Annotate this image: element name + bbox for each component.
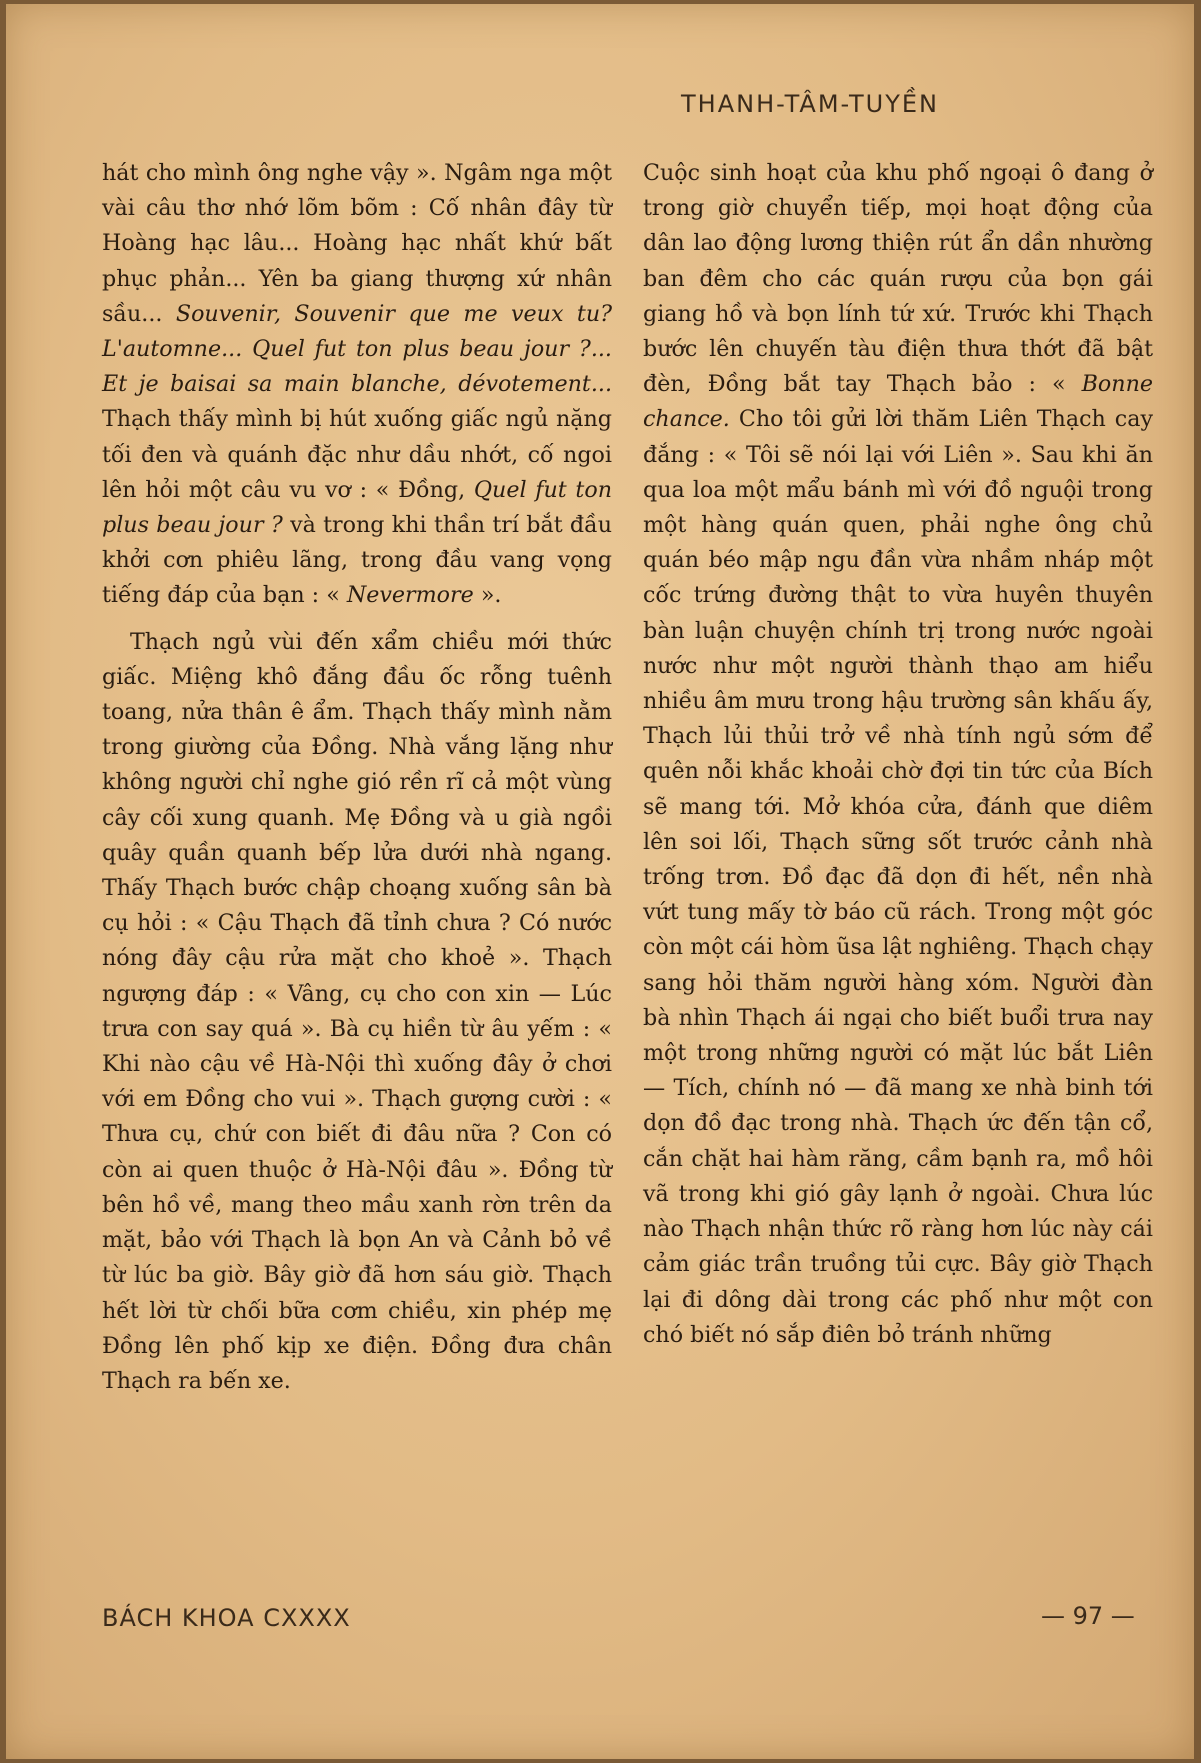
header-title: THANH-TÂM-TUYỀN [681,90,939,118]
italic-run: Souvenir, Souvenir que me veux tu? L'automne... Quel fut ton plus beau jour ?... Et je baisai sa main blanche, dévotement... [102,300,613,398]
text-run: Thạch thấy mình bị hút xuống giấc ngủ nặng tối đen và quánh đặc như dầu nhớt, cố ngoi lên hỏi một câu vu vơ : « Đồng, [102,406,612,503]
page-number: — 97 — [1041,1602,1135,1630]
book-page [6,4,1194,1759]
left-column [102,156,612,1399]
footer-publication: BÁCH KHOA CXXXX [102,1604,351,1632]
text-run: Cuộc sinh hoạt của khu phố ngoại ô đang ở trong giờ chuyển tiếp, mọi hoạt động của dân lao động lương thiện rút ẩn dần nhường ban đêm cho các quán rượu của bọn gái giang hồ và bọn lính tứ xứ. Trước khi Thạch bước lên chuyến tàu điện thưa thớt đã bật đèn, Đồng bắt tay Thạch bảo : « [643,160,1153,398]
left-paragraph-2: Thạch ngủ vùi đến xẩm chiều mới thức giấc. Miệng khô đắng đầu ốc rỗng tuênh toang, nửa thân ê ẩm. Thạch thấy mình nằm trong giường của Đồng. Nhà vắng lặng như không người chỉ nghe gió rền rĩ cả một vùng cây cối xung quanh. Mẹ Đồng và u già ngồi quây quần quanh bếp lửa dưới nhà ngang. Thấy Thạch bước chập choạng xuống sân bà cụ hỏi : « Cậu Thạch đã tỉnh chưa ? Có nước nóng đây cậu rửa mặt cho khoẻ ». Thạch ngượng đáp : « Vâng, cụ cho con xin — Lúc trưa con say quá ». Bà cụ hiền từ âu yếm : « Khi nào cậu về Hà-Nội thì xuống đây ở chơi với em Đồng cho vui ». Thạch gượng cười : « Thưa cụ, chứ con biết đi đâu nữa ? Con có còn ai quen thuộc ở Hà-Nội đâu ». Đồng từ bên hồ về, mang theo mầu xanh rờn trên da mặt, bảo với Thạch là bọn An và Cảnh bỏ về từ lúc ba giờ. Bây giờ đã hơn sáu giờ. Thạch hết lời từ chối bữa cơm chiều, xin phép mẹ Đồng lên phố kịp xe điện. Đồng đưa chân Thạch ra bến xe. [102,628,612,1394]
right-column [643,156,1153,1353]
italic-run: Quel fut ton plus beau jour ? [102,476,612,539]
text-run: và trong khi thần trí bắt đầu khởi cơn phiêu lãng, trong đầu vang vọng tiếng đáp của bạn : « [102,512,612,609]
italic-run: Bonne chance. [643,371,1153,433]
running-header [6,90,1194,118]
left-paragraph-1 [102,156,612,614]
text-run: hát cho mình ông nghe vậy ». Ngâm nga một vài câu thơ nhớ lõm bõm : Cố nhân đây từ Hoàng hạc lâu... Hoàng hạc nhất khứ bất phục phản... Yên ba giang thượng xứ nhân sầu... [102,160,612,327]
text-run: Cho tôi gửi lời thăm Liên Thạch cay đắng : « Tôi sẽ nói lại với Liên ». Sau khi ăn qua loa một mẩu bánh mì với đồ nguội trong một hàng quán quen, phải nghe ông chủ quán béo mập ngu đần vừa nhầm nháp một cốc trứng đường thật to vừa huyên thuyên bàn luận chuyện chính trị trong nước ngoài nước như một người thành thạo am hiểu nhiều âm mưu trong hậu trường sân khấu ấy, Thạch lủi thủi trở về nhà tính ngủ sớm để quên nỗi khắc khoải chờ đợi tin tức của Bích sẽ mang tới. Mở khóa cửa, đánh que diêm lên soi lối, Thạch sững sốt trước cảnh nhà trống trơn. Đồ đạc đã dọn đi hết, nền nhà vứt tung mấy tờ báo cũ rách. Trong một góc còn một cái hòm ũsa lật nghiêng. Thạch chạy sang hỏi thăm người hàng xóm. Người đàn bà nhìn Thạch ái ngại cho biết buổi trưa nay một trong những người có mặt lúc bắt Liên — Tích, chính nó — đã mang xe nhà binh tới dọn đồ đạc trong nhà. Thạch ức đến tận cổ, cắn chặt hai hàm răng, cầm bạnh ra, mồ hôi vã trong khi gió gây lạnh ở ngoài. Chưa lúc nào Thạch nhận thức rõ ràng hơn lúc này cái cảm giác trần truồng tủi cực. Bây giờ Thạch lại đi dông dài trong các phố như một con chó biết nó sắp điên bỏ tránh những [643,406,1153,1348]
text-run: ». [473,582,502,609]
italic-run: Nevermore [346,582,474,609]
right-paragraph-1 [643,156,1153,1353]
